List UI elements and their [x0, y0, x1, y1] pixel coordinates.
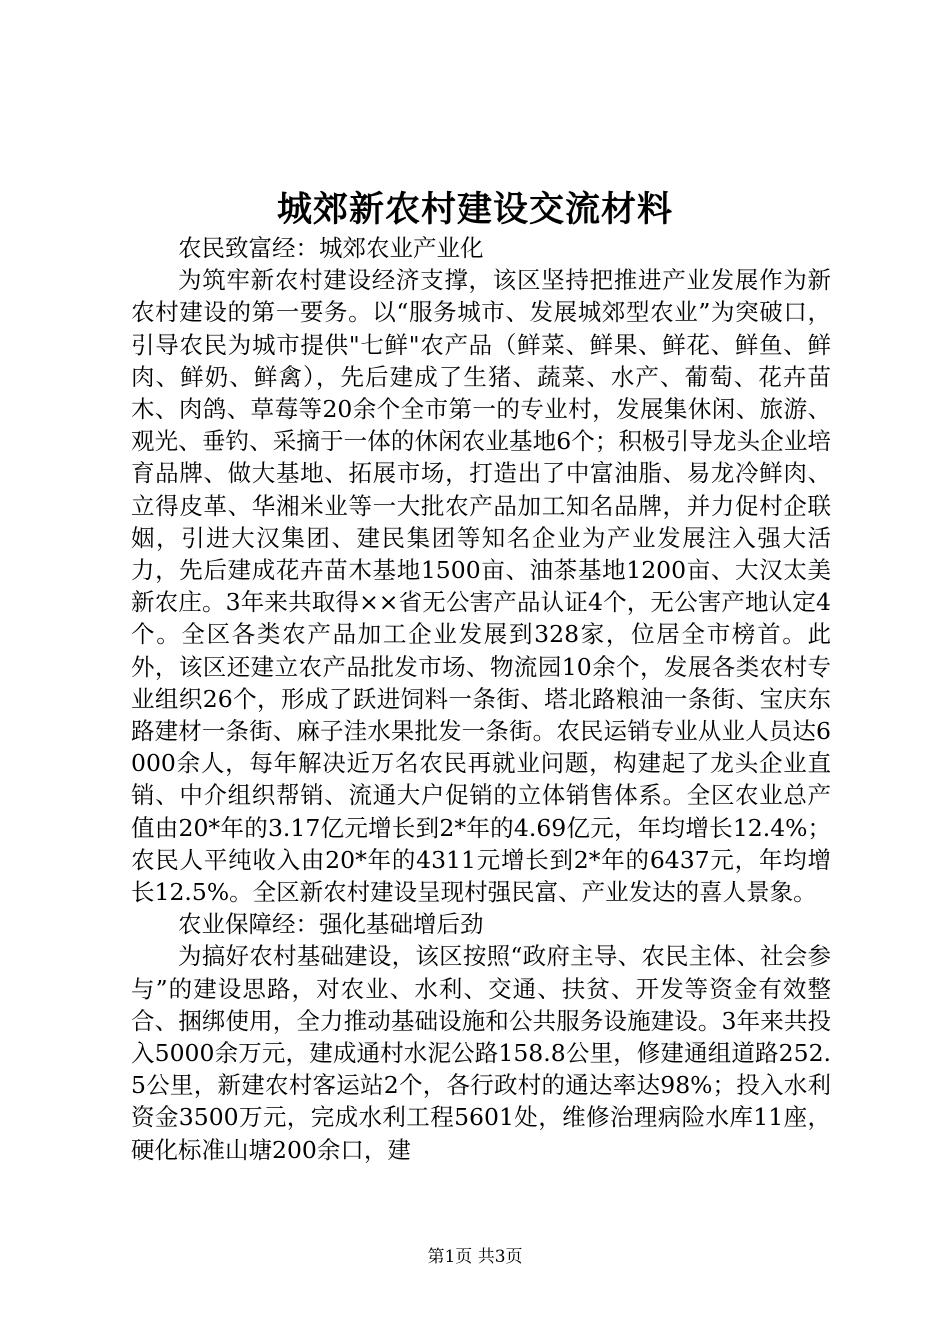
section-paragraph-2: 为搞好农村基础建设，该区按照“政府主导、农民主体、社会参与”的建设思路，对农业、水利、交通、扶贫、开发等资金有效整合、捆绑使用，全力推动基础设施和公共服务设施建设。3年来共投入5000余万元，建成通村水泥公路158.8公里，修建通组道路252.5公里，新建农村客运站2个，各行政村的通达率达98%；投入水利资金3500万元，完成水利工程5601处，维修治理病险水库11座，硬化标准山塘200余口，建 — [131, 942, 831, 1164]
document-body — [131, 232, 831, 1166]
section-paragraph-1: 为筑牢新农村建设经济支撑，该区坚持把推进产业发展作为新农村建设的第一要务。以“服务城市、发展城郊型农业”为突破口，引导农民为城市提供"七鲜"农产品（鲜菜、鲜果、鲜花、鲜鱼、鲜肉、鲜奶、鲜禽），先后建成了生猪、蔬菜、水产、葡萄、花卉苗木、肉鸽、草莓等20余个全市第一的专业村，发展集休闲、旅游、观光、垂钓、采摘于一体的休闲农业基地6个；积极引导龙头企业培育品牌、做大基地、拓展市场，打造出了中富油脂、易龙冷鲜肉、立得皮革、华湘米业等一大批农产品加工知名品牌，并力促村企联姻，引进大汉集团、建民集团等知名企业为产业发展注入强大活力，先后建成花卉苗木基地1500亩、油茶基地1200亩、大汉太美新农庄。3年来共取得××省无公害产品认证4个，无公害产地认定4个。全区各类农产品加工企业发展到328家，位居全市榜首。此外，该区还建立农产品批发市场、物流园10余个，发展各类农村专业组织26个，形成了跃进饲料一条街、塔北路粮油一条街、宝庆东路建材一条街、麻子洼水果批发一条街。农民运销专业从业人员达6000余人，每年解决近万名农民再就业问题，构建起了龙头企业直销、中介组织帮销、流通大户促销的立体销售体系。全区农业总产值由20*年的3.17亿元增长到2*年的4.69亿元，年均增长12.4%；农民人平纯收入由20*年的4311元增长到2*年的6437元，年均增长12.5%。全区新农村建设呈现村强民富、产业发达的喜人景象。 — [131, 266, 831, 907]
document-title: 城郊新农村建设交流材料 — [276, 189, 673, 230]
section-heading-1: 农民致富经：城郊农业产业化 — [178, 234, 484, 262]
section-heading-2: 农业保障经：强化基础增后劲 — [178, 910, 484, 939]
page-footer: 第1页 共3页 — [427, 1247, 523, 1267]
